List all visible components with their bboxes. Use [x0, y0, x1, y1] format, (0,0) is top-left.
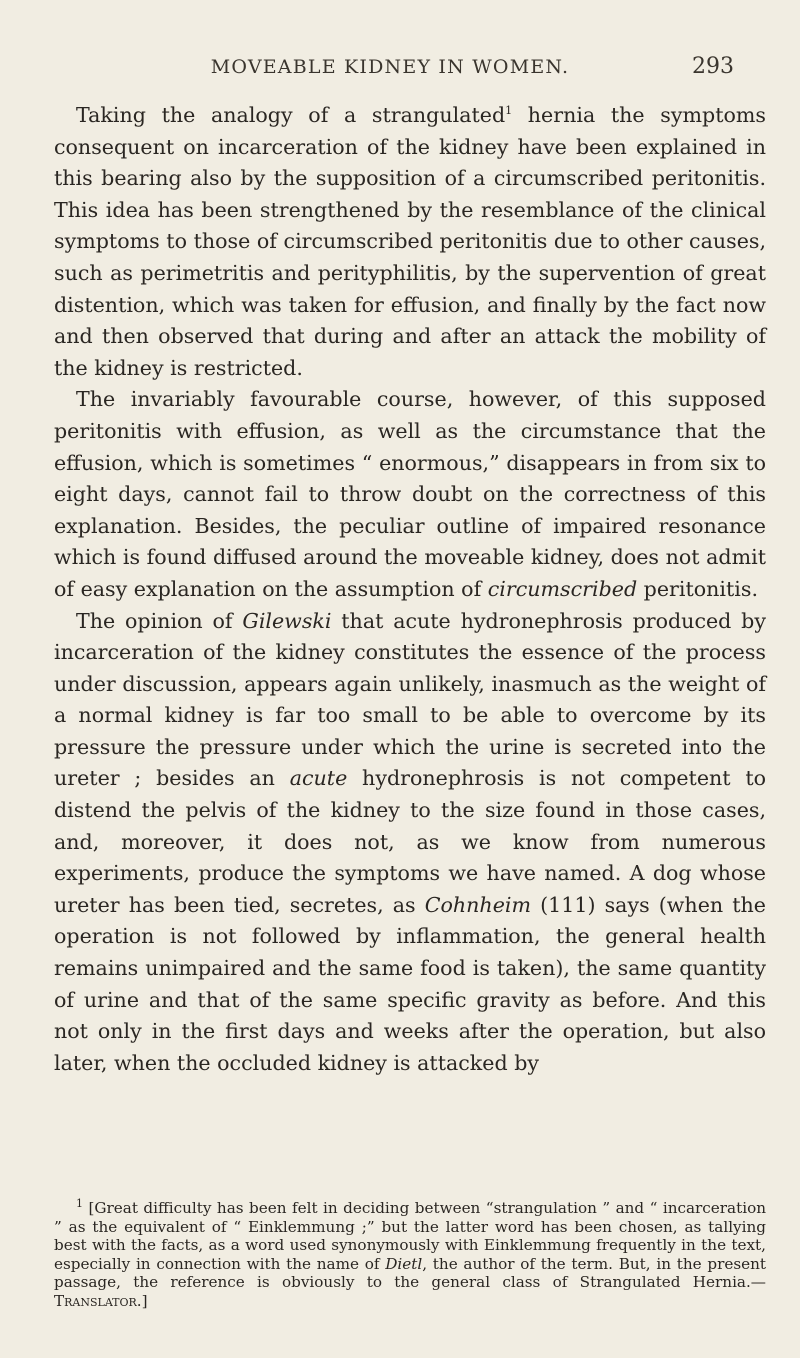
text-run: peritonitis.: [637, 576, 758, 601]
italic-text: circumscribed: [487, 576, 638, 601]
small-caps-text: Translator.: [54, 1291, 142, 1310]
running-head: [0, 56, 800, 90]
italic-text: Dietl: [385, 1254, 423, 1273]
italic-text: acute: [289, 766, 348, 791]
text-run: (111) says (when the operation is not followed by inflammation, the general health remains unimpaired and the same food is taken), the same quantity of urine and that of the same specific gravity as before. And this not only in the first days and weeks after the operation, but also later, when the occluded kidney is attacked by: [54, 892, 766, 1075]
text-run: [Great difficulty has been felt in deciding between “strangulation ” and “ incarceration ” as the equivalent of “ Einklemmung ;” but the latter word has been chosen, as tallying best with the facts, as a word used synonymously with Einklemmung frequently in the text, especially in connection with the name of: [54, 1199, 766, 1273]
text-run: Taking the analogy of a strangulated: [76, 103, 506, 127]
running-title: MOVEABLE KIDNEY IN WOMEN.: [210, 56, 570, 78]
text-run: that acute hydronephrosis produced by incarceration of the kidney constitutes the essence of the process under discussion, appears again unlikely, inasmuch as the weight of a normal kidney is far too small to be able to overcome by its pressure the pressure under which the urine is secreted into the ureter ; besides an: [54, 608, 766, 791]
text-run: hernia the symptoms consequent on incarceration of the kidney have been explained in this bearing also by the supposition of a circumscribed peritonitis. This idea has been strengthened by the resemblance of the clinical symptoms to those of circumscribed peritonitis due to other causes, such as perimetritis and perityphilitis, by the supervention of great distention, which was taken for effusion, and finally by the fact now and then observed that during and after an attack the mobility of the kidney is restricted.: [54, 103, 766, 380]
text-run: hydronephrosis is not competent to distend the pelvis of the kidney to the size found in those cases, and, moreover, it does not, as we know from numerous experiments, produce the symptoms we have named. A dog whose ureter has been tied, secretes, as: [54, 766, 767, 917]
footnote-text: [54, 1196, 766, 1311]
paragraph: [54, 100, 766, 384]
text-run: The invariably favourable course, however, of this supposed peritonitis with effusion, as well as the circumstance that the effusion, which is sometimes “ enormous,” disappears in from six to eight days, cannot fail to throw doubt on the correctness of this explanation. Besides, the peculiar outline of impaired resonance which is found diffused around the moveable kidney, does not admit of easy explanation on the assumption of: [54, 387, 766, 601]
italic-text: Cohnheim: [424, 892, 531, 917]
footnote-marker: 1: [76, 1196, 83, 1210]
paragraph: [54, 384, 766, 605]
footnote: [54, 1196, 766, 1311]
text-run: ]: [141, 1291, 148, 1310]
page-number: 293: [692, 54, 734, 79]
italic-text: Gilewski: [242, 608, 332, 633]
text-run: The opinion of: [76, 608, 243, 633]
body-text: [54, 100, 766, 1079]
paragraph: [54, 606, 766, 1080]
footnote-marker: 1: [505, 104, 513, 118]
text-run: , the author of the term. But, in the present passage, the reference is obviously to the general class of Strangulated Hernia.—: [54, 1254, 766, 1292]
